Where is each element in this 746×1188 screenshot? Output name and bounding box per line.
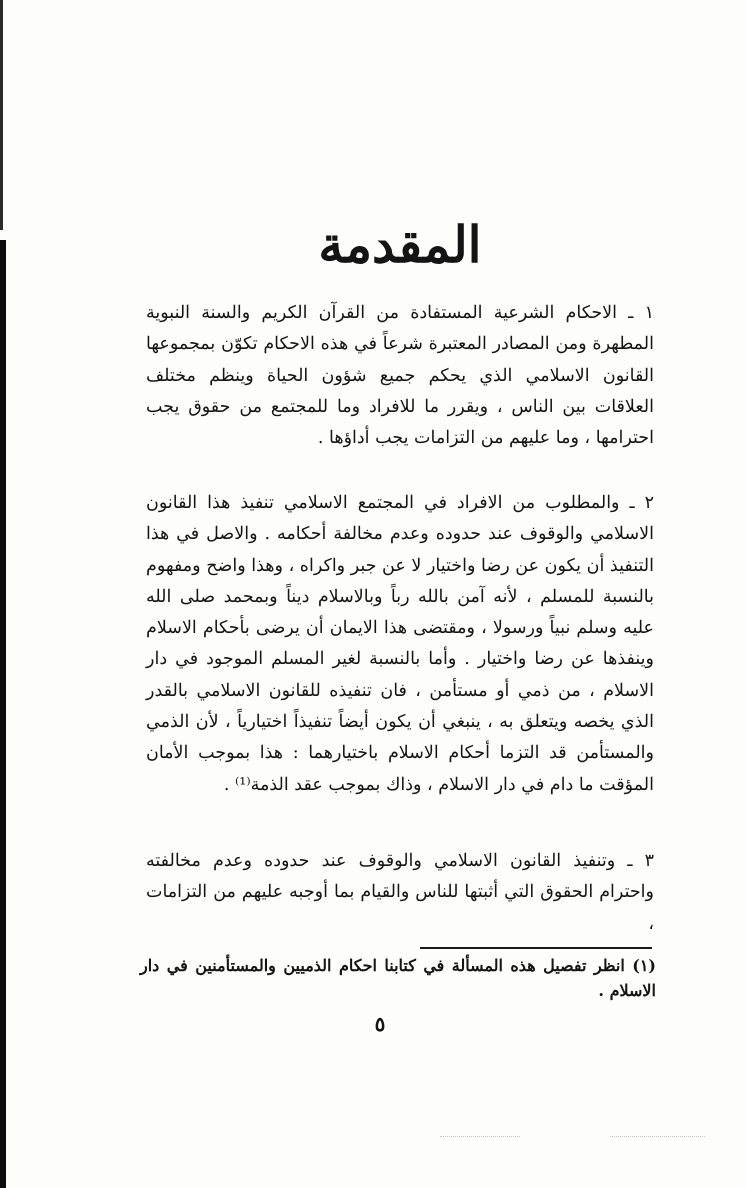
paragraph-text: ٢ ـ والمطلوب من الافراد في المجتمع الاسلامي تنفيذ هذا القانون الاسلامي والوقوف عند حدوده وعدم مخالفة أحكامه . والاصل في هذا التنفيذ أن يكون عن رضا واختيار لا عن جبر واكراه ، وهذا واضح ومفهوم بالنسبة للمسلم ، لأنه آمن بالله رباً وبالاسلام ديناً وبمحمد صلى الله عليه وسلم نبياً ورسولا ، ومقتضى هذا الايمان أن يرضى بأحكام الاسلام وينفذها عن رضا واختيار . وأما بالنسبة لغير المسلم الموجود في دار الاسلام ، من ذمي أو مستأمن ، فان تنفيذه للقانون الاسلامي بالقدر الذي يخصه ويتعلق به ، ينبغي أن يكون أيضاً تنفيذاً اختيارياً ، لأن الذمي والمستأمن قد التزما أحكام الاسلام باختيارهما : هذا بموجب الأمان المؤقت ما دام في دار الاسلام ، وذاك بموجب عقد الذمة⁽¹⁾ . bbox=[146, 493, 654, 795]
scan-edge bbox=[0, 240, 6, 1188]
page-title: المقدمة bbox=[318, 215, 482, 274]
page-number: ٥ bbox=[374, 1012, 386, 1036]
paragraph-3 bbox=[146, 846, 654, 940]
scan-edge-top bbox=[0, 0, 3, 230]
scan-artifact bbox=[440, 1136, 520, 1137]
paragraph-text: ٣ ـ وتنفيذ القانون الاسلامي والوقوف عند حدوده وعدم مخالفته واحترام الحقوق التي أثبتها للناس والقيام بما أوجبه عليهم من التزامات ، bbox=[146, 851, 654, 934]
paragraph-1 bbox=[146, 298, 654, 454]
scan-artifact bbox=[610, 1136, 705, 1137]
footnote: (١) انظر تفصيل هذه المسألة في كتابنا احكام الذميين والمستأمنين في دار الاسلام . bbox=[140, 956, 656, 1000]
footnote-divider bbox=[420, 947, 652, 949]
paragraph-text: ١ ـ الاحكام الشرعية المستفادة من القرآن الكريم والسنة النبوية المطهرة ومن المصادر المعتبرة شرعاً في هذه الاحكام تكوّن بمجموعها القانون الاسلامي الذي يحكم جميع شؤون الحياة وينظم مختلف العلاقات بين الناس ، ويقرر ما للافراد وما للمجتمع من حقوق يجب احترامها ، وما عليهم من التزامات يجب أداؤها . bbox=[146, 303, 654, 449]
paragraph-2 bbox=[146, 488, 654, 801]
